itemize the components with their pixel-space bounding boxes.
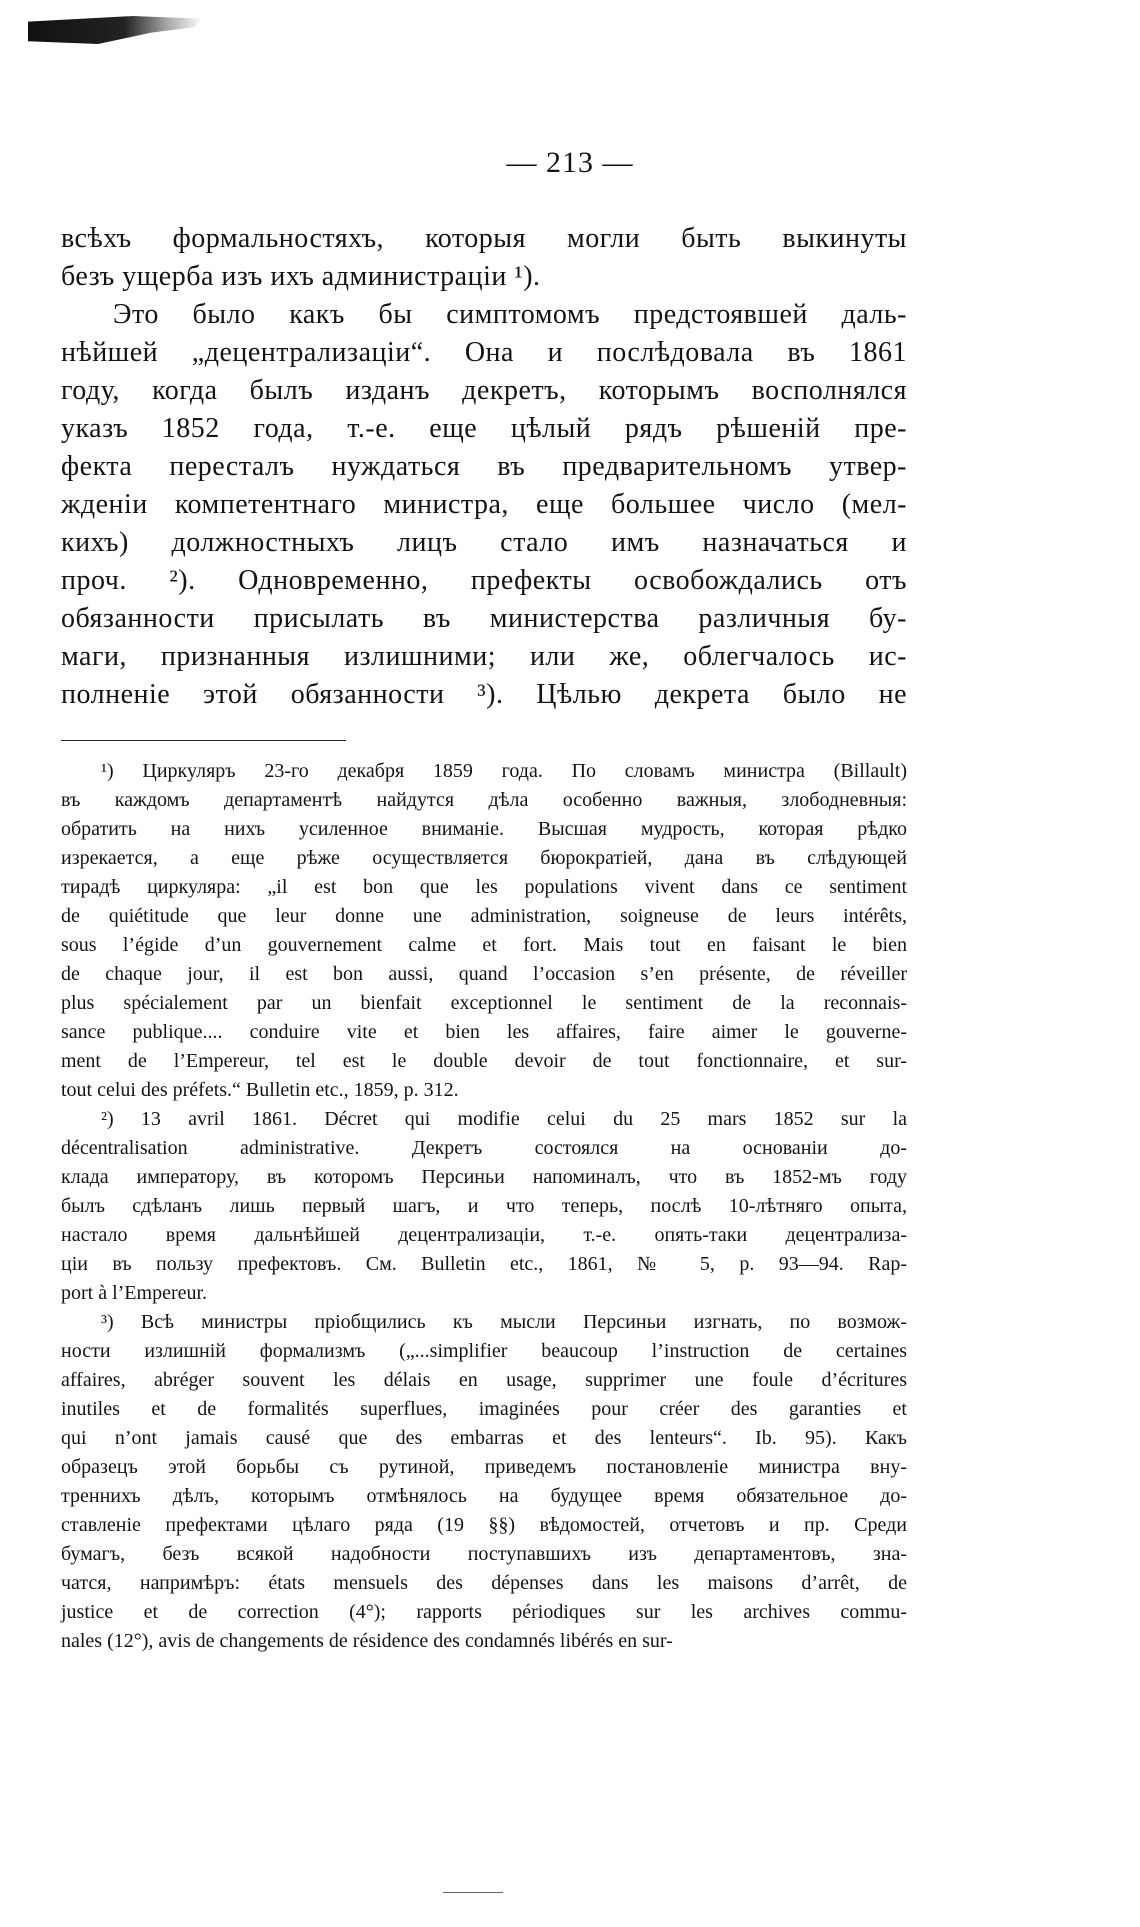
paragraph-line: безъ ущерба изъ ихъ администраціи ¹). — [61, 261, 541, 292]
footnote-line: бумагъ, безъ всякой надобности поступавшихъ изъ департаментовъ, зна- — [61, 1543, 907, 1565]
footnote-line: обратить на нихъ усиленное вниманіе. Высшая мудрость, которая рѣдко — [61, 818, 907, 840]
footnote-line: тирадѣ циркуляра: „il est bon que les populations vivent dans ce sentiment — [61, 876, 907, 898]
footnotes — [61, 757, 907, 1656]
paragraph-line: указъ 1852 года, т.-е. еще цѣлый рядъ рѣшеній пре- — [61, 413, 907, 444]
paragraph-line: маги, признанныя излишними; или же, облегчалось ис- — [61, 641, 907, 672]
main-text — [61, 220, 907, 714]
footnote-line: ³) Всѣ министры пріобщились къ мысли Персиньи изгнать, по возмож- — [101, 1311, 907, 1333]
paragraph-line: Это было какъ бы симптомомъ предстоявшей даль- — [113, 299, 907, 330]
bottom-mark — [443, 1892, 503, 1893]
paragraph-line: обязанности присылать въ министерства различныя бу- — [61, 603, 907, 634]
paragraph-line: фекта пересталъ нуждаться въ предварительномъ утвер- — [61, 451, 907, 482]
footnote-line: чатся, напримѣръ: états mensuels des dépenses dans les maisons d’arrêt, de — [61, 1572, 907, 1594]
footnote-line: justice et de correction (4°); rapports périodiques sur les archives commu- — [61, 1601, 907, 1623]
page-number: — 213 — — [506, 146, 634, 179]
footnote-line: inutiles et de formalités superflues, imaginées pour créer des garanties et — [61, 1398, 907, 1420]
footnote-line: port à l’Empereur. — [61, 1282, 208, 1304]
footnote-line: sous l’égide d’un gouvernement calme et fort. Mais tout en faisant le bien — [61, 934, 907, 956]
footnote-line: qui n’ont jamais causé que des embarras et des lenteurs“. Ib. 95). Какъ — [61, 1427, 907, 1449]
footnote-line: клада императору, въ которомъ Персиньи напоминалъ, что въ 1852-мъ году — [61, 1166, 907, 1188]
footnote-line: ставленіе префектами цѣлаго ряда (19 §§) вѣдомостей, отчетовъ и пр. Среди — [61, 1514, 907, 1536]
footnote-line: ¹) Циркуляръ 23-го декабря 1859 года. По словамъ министра (Billault) — [101, 760, 907, 782]
footnote-line: décentralisation administrative. Декретъ состоялся на основаніи до- — [61, 1137, 907, 1159]
paragraph-line: году, когда былъ изданъ декретъ, которымъ восполнялся — [61, 375, 907, 406]
footnote-line: въ каждомъ департаментѣ найдутся дѣла особенно важныя, злободневныя: — [61, 789, 907, 811]
paragraph-line: всѣхъ формальностяхъ, которыя могли быть выкинуты — [61, 223, 907, 254]
footnote-line: tout celui des préfets.“ Bulletin etc., 1859, p. 312. — [61, 1079, 459, 1101]
scan-smudge — [28, 16, 203, 44]
paragraph-line: нѣйшей „децентрализаціи“. Она и послѣдовала въ 1861 — [61, 337, 907, 368]
footnote-line: былъ сдѣланъ лишь первый шагъ, и что теперь, послѣ 10-лѣтняго опыта, — [61, 1195, 907, 1217]
footnote-line: plus spécialement par un bienfait exceptionnel le sentiment de la reconnais- — [61, 992, 907, 1014]
footnote-line: affaires, abréger souvent les délais en usage, supprimer une foule d’écritures — [61, 1369, 907, 1391]
footnote-line: ²) 13 avril 1861. Décret qui modifie celui du 25 mars 1852 sur la — [101, 1108, 907, 1130]
footnote-line: ціи въ пользу префектовъ. См. Bulletin etc., 1861, № 5, p. 93—94. Rap- — [61, 1253, 907, 1275]
footnote-line: ности излишній формализмъ („...simplifier beaucoup l’instruction de certaines — [61, 1340, 907, 1362]
footnote-line: nales (12°), avis de changements de résidence des condamnés libérés en sur- — [61, 1630, 673, 1652]
footnote-line: образецъ этой борьбы съ рутиной, приведемъ постановленіе министра вну- — [61, 1456, 907, 1478]
footnote-divider — [61, 740, 346, 741]
paragraph-line: полненіе этой обязанности ³). Цѣлью декрета было не — [61, 679, 907, 710]
footnote-line: de chaque jour, il est bon aussi, quand l’occasion s’en présente, de réveiller — [61, 963, 907, 985]
paragraph-line: жденіи компетентнаго министра, еще большее число (мел- — [61, 489, 907, 520]
footnote-line: настало время дальнѣйшей децентрализаціи, т.-е. опять-таки децентрализа- — [61, 1224, 907, 1246]
footnote-line: треннихъ дѣлъ, которымъ отмѣнялось на будущее время обязательное до- — [61, 1485, 907, 1507]
paragraph-line: проч. ²). Одновременно, префекты освобождались отъ — [61, 565, 907, 596]
footnote-line: ment de l’Empereur, tel est le double devoir de tout fonctionnaire, et sur- — [61, 1050, 907, 1072]
footnote-line: изрекается, а еще рѣже осуществляется бюрократіей, дана въ слѣдующей — [61, 847, 907, 869]
footnote-line: de quiétitude que leur donne une administration, soigneuse de leurs intérêts, — [61, 905, 907, 927]
footnote-line: sance publique.... conduire vite et bien les affaires, faire aimer le gouverne- — [61, 1021, 907, 1043]
paragraph-line: кихъ) должностныхъ лицъ стало имъ назначаться и — [61, 527, 907, 558]
